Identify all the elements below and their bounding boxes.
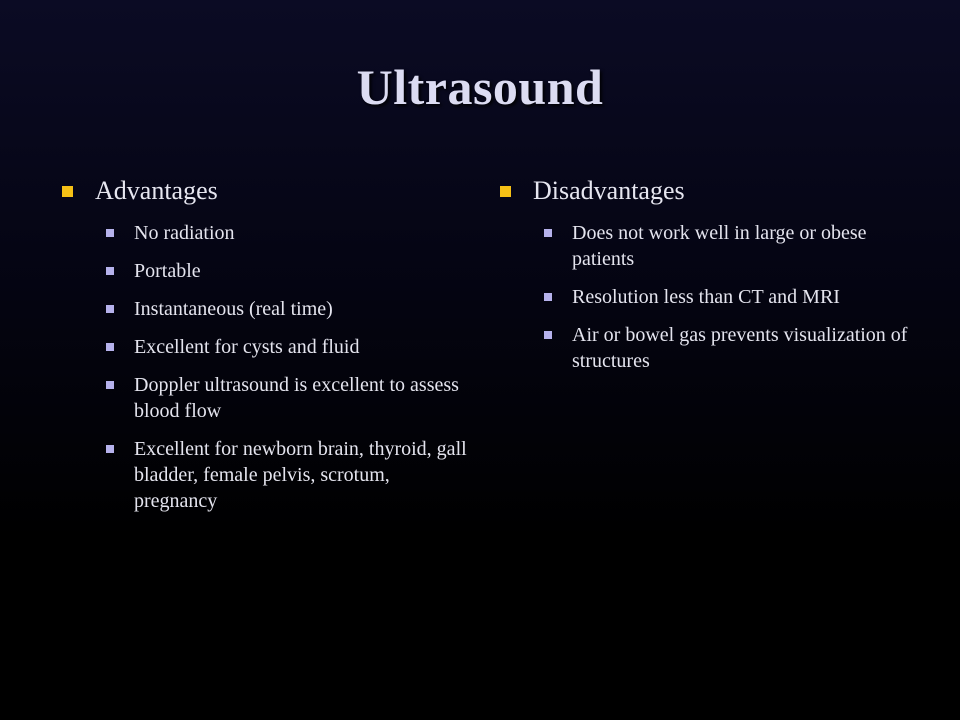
square-bullet-icon: [500, 186, 511, 197]
list-item: [544, 322, 910, 374]
list-item: [106, 436, 472, 514]
square-bullet-icon: [106, 305, 114, 313]
advantages-heading-label: Advantages: [95, 176, 218, 205]
square-bullet-icon: [106, 343, 114, 351]
square-bullet-icon: [106, 445, 114, 453]
list-item: [106, 334, 472, 360]
list-item: [106, 296, 472, 322]
square-bullet-icon: [544, 293, 552, 301]
list-item-text: Instantaneous (real time): [134, 298, 333, 320]
disadvantages-list: [500, 220, 910, 374]
advantages-column: [62, 176, 472, 526]
list-item-text: Does not work well in large or obese patients: [572, 222, 867, 270]
square-bullet-icon: [106, 267, 114, 275]
square-bullet-icon: [544, 331, 552, 339]
square-bullet-icon: [106, 229, 114, 237]
list-item: [106, 220, 472, 246]
list-item-text: Excellent for cysts and fluid: [134, 336, 360, 358]
disadvantages-column: [500, 176, 910, 386]
advantages-list: [62, 220, 472, 514]
disadvantages-heading-label: Disadvantages: [533, 176, 685, 205]
slide-title: Ultrasound: [356, 59, 604, 115]
disadvantages-heading: [500, 176, 910, 206]
list-item-text: Air or bowel gas prevents visualization of structures: [572, 324, 908, 372]
list-item-text: Excellent for newborn brain, thyroid, gall bladder, female pelvis, scrotum, pregnancy: [134, 438, 467, 512]
list-item-text: Doppler ultrasound is excellent to assess blood flow: [134, 374, 459, 422]
list-item: [544, 284, 910, 310]
list-item: [106, 372, 472, 424]
list-item-text: No radiation: [134, 222, 235, 244]
square-bullet-icon: [544, 229, 552, 237]
square-bullet-icon: [62, 186, 73, 197]
list-item: [106, 258, 472, 284]
list-item: [544, 220, 910, 272]
square-bullet-icon: [106, 381, 114, 389]
list-item-text: Resolution less than CT and MRI: [572, 286, 840, 308]
advantages-heading: [62, 176, 472, 206]
list-item-text: Portable: [134, 260, 201, 282]
